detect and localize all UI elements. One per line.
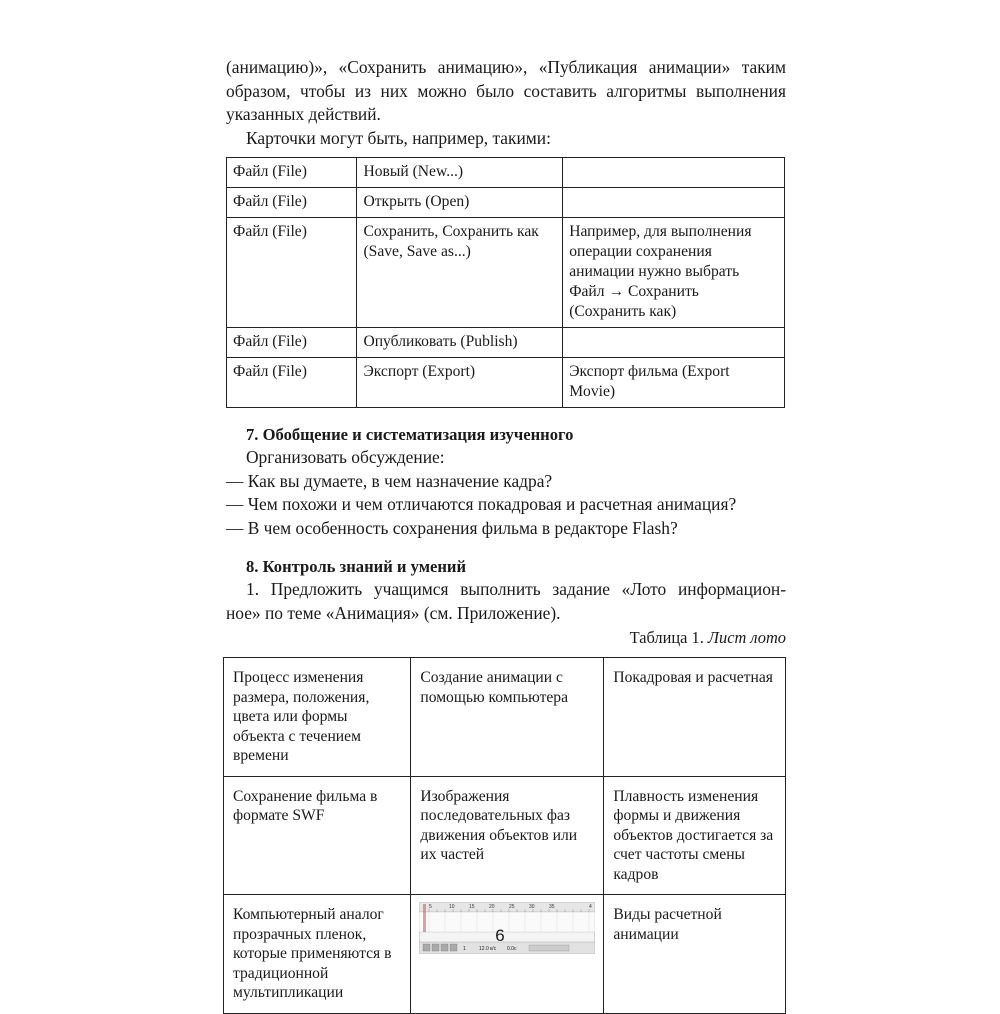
ruler-tick: 5 [429, 904, 433, 910]
card-menu: Файл (File) [227, 218, 357, 328]
intro-line-2: образом, чтобы из них можно было составить алгоритмы выполнения [226, 80, 786, 101]
loto-card: Процесс изменения размера, положения, цвета или формы объекта с течением времени [224, 658, 411, 777]
table-caption-title: Лист лото [707, 628, 786, 647]
ruler-tick: 15 [469, 904, 475, 910]
cards-intro: Карточки могут быть, например, такими: [246, 127, 551, 148]
card-note [563, 158, 785, 188]
ruler-tick: 25 [509, 904, 515, 910]
section-8-line-1: 1. Предложить учащимся выполнить задание «Лото информацион- [246, 579, 786, 599]
loto-card: Покадровая и расчетная [604, 658, 786, 777]
table-row [227, 188, 785, 218]
ruler-tick: 35 [549, 904, 555, 910]
page-number: 6 [495, 926, 505, 945]
card-menu: Файл (File) [227, 188, 357, 218]
card-note: Например, для выполнения операции сохранения анимации нужно выбрать Файл → Сохранить (Сохранить как) [563, 218, 785, 328]
ruler-tick: 10 [449, 904, 455, 910]
intro-line-1: (анимацию)», «Сохранить анимацию», «Публикация анимации» таким [226, 57, 786, 77]
table-row [227, 358, 785, 408]
table-row [227, 158, 785, 188]
loto-card: Компьютерный аналог прозрачных пленок, которые применяются в традиционной мультипликации [224, 895, 411, 1014]
ruler-tick: 20 [489, 904, 495, 910]
card-note: Экспорт фильма (Export Movie) [563, 358, 785, 408]
card-command: Открыть (Open) [357, 188, 563, 218]
card-menu: Файл (File) [227, 328, 357, 358]
table-caption [226, 627, 786, 649]
card-command: Опубликовать (Publish) [357, 328, 563, 358]
section-8-line-2: ное» по теме «Анимация» (см. Приложение). [226, 602, 561, 623]
card-menu: Файл (File) [227, 358, 357, 408]
frame-rate: 12.0 к/с [479, 946, 497, 952]
loto-card-timeline [411, 895, 604, 1014]
loto-card: Плавность изменения формы и движения объектов достигается за счет частоты смены кадров [604, 776, 786, 895]
question-item: — Чем похожи и чем отличаются покадровая и расчетная анимация? [226, 494, 737, 514]
table-caption-number: Таблица 1. [629, 628, 704, 647]
section-7-heading: 7. Обобщение и систематизация изученного [246, 425, 574, 444]
card-command: Экспорт (Export) [357, 358, 563, 408]
card-command: Сохранить, Сохранить как (Save, Save as...) [357, 218, 563, 328]
elapsed-time: 0.0с [507, 946, 517, 952]
ruler-tick: 4 [589, 904, 593, 910]
loto-card: Сохранение фильма в формате SWF [224, 776, 411, 895]
card-note [563, 328, 785, 358]
table-row [224, 895, 786, 1014]
card-command: Новый (New...) [357, 158, 563, 188]
loto-card: Создание анимации с помощью компьютера [411, 658, 604, 777]
section-8-heading: 8. Контроль знаний и умений [246, 557, 467, 576]
loto-table [223, 657, 786, 1014]
table-row [224, 658, 786, 777]
cards-table [226, 157, 785, 408]
loto-card: Изображения последовательных фаз движения объектов или их частей [411, 776, 604, 895]
page-content [226, 56, 786, 1014]
intro-line-3: указанных действий. [226, 104, 381, 124]
loto-card: Виды расчетной анимации [604, 895, 786, 1014]
card-menu: Файл (File) [227, 158, 357, 188]
table-row [224, 776, 786, 895]
question-item: — Как вы думаете, в чем назначение кадра? [226, 470, 553, 491]
ruler-tick: 30 [529, 904, 535, 910]
table-row [227, 218, 785, 328]
frame-number: 1 [463, 946, 467, 952]
section-7-lead: Организовать обсуждение: [246, 447, 445, 467]
table-row [227, 328, 785, 358]
card-note [563, 188, 785, 218]
question-item: — В чем особенность сохранения фильма в редакторе Flash? [226, 517, 678, 538]
